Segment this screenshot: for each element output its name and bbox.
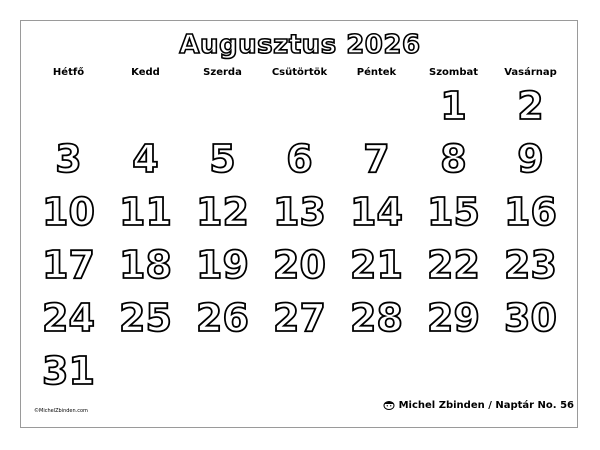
weekday-label: Péntek bbox=[356, 67, 397, 78]
day-number: 28 bbox=[350, 296, 403, 340]
day-number: 25 bbox=[119, 296, 172, 340]
day-number: 9 bbox=[517, 137, 544, 181]
author-credit-text: Michel Zbinden / Naptár No. 56 bbox=[398, 399, 574, 411]
day-number: 18 bbox=[119, 243, 172, 287]
weekday-label: Vasárnap bbox=[504, 67, 557, 78]
day-number: 19 bbox=[196, 243, 249, 287]
day-number: 29 bbox=[427, 296, 480, 340]
weekday-label: Kedd bbox=[131, 67, 160, 78]
day-number: 16 bbox=[504, 190, 557, 234]
weekday-label: Csütörtök bbox=[271, 67, 328, 78]
day-number: 5 bbox=[209, 137, 236, 181]
day-number: 7 bbox=[363, 137, 390, 181]
day-number: 14 bbox=[350, 190, 403, 234]
weekday-header-row bbox=[30, 67, 569, 81]
day-number: 26 bbox=[196, 296, 249, 340]
day-number: 22 bbox=[427, 243, 480, 287]
day-number: 15 bbox=[427, 190, 480, 234]
day-number: 30 bbox=[504, 296, 557, 340]
day-number: 21 bbox=[350, 243, 403, 287]
day-number: 1 bbox=[440, 84, 467, 128]
day-number: 27 bbox=[273, 296, 326, 340]
day-grid bbox=[30, 80, 569, 400]
day-number: 17 bbox=[42, 243, 95, 287]
day-number: 12 bbox=[196, 190, 249, 234]
website-credit: ©MichelZbinden.com bbox=[34, 408, 88, 414]
day-number: 10 bbox=[42, 190, 95, 234]
weekday-label: Szerda bbox=[203, 67, 242, 78]
day-number: 31 bbox=[42, 349, 95, 393]
day-number: 3 bbox=[55, 137, 82, 181]
day-number: 13 bbox=[273, 190, 326, 234]
day-number: 6 bbox=[286, 137, 313, 181]
day-number: 20 bbox=[273, 243, 326, 287]
day-number: 2 bbox=[517, 84, 544, 128]
day-number: 23 bbox=[504, 243, 557, 287]
face-icon bbox=[383, 400, 395, 410]
day-number: 8 bbox=[440, 137, 467, 181]
author-credit bbox=[383, 398, 574, 412]
weekday-label: Hétfő bbox=[52, 67, 85, 78]
day-number: 4 bbox=[132, 137, 159, 181]
calendar-title: Augusztus 2026 bbox=[179, 30, 421, 60]
day-number: 24 bbox=[42, 296, 95, 340]
day-number: 11 bbox=[119, 190, 172, 234]
weekday-label: Szombat bbox=[429, 67, 478, 78]
